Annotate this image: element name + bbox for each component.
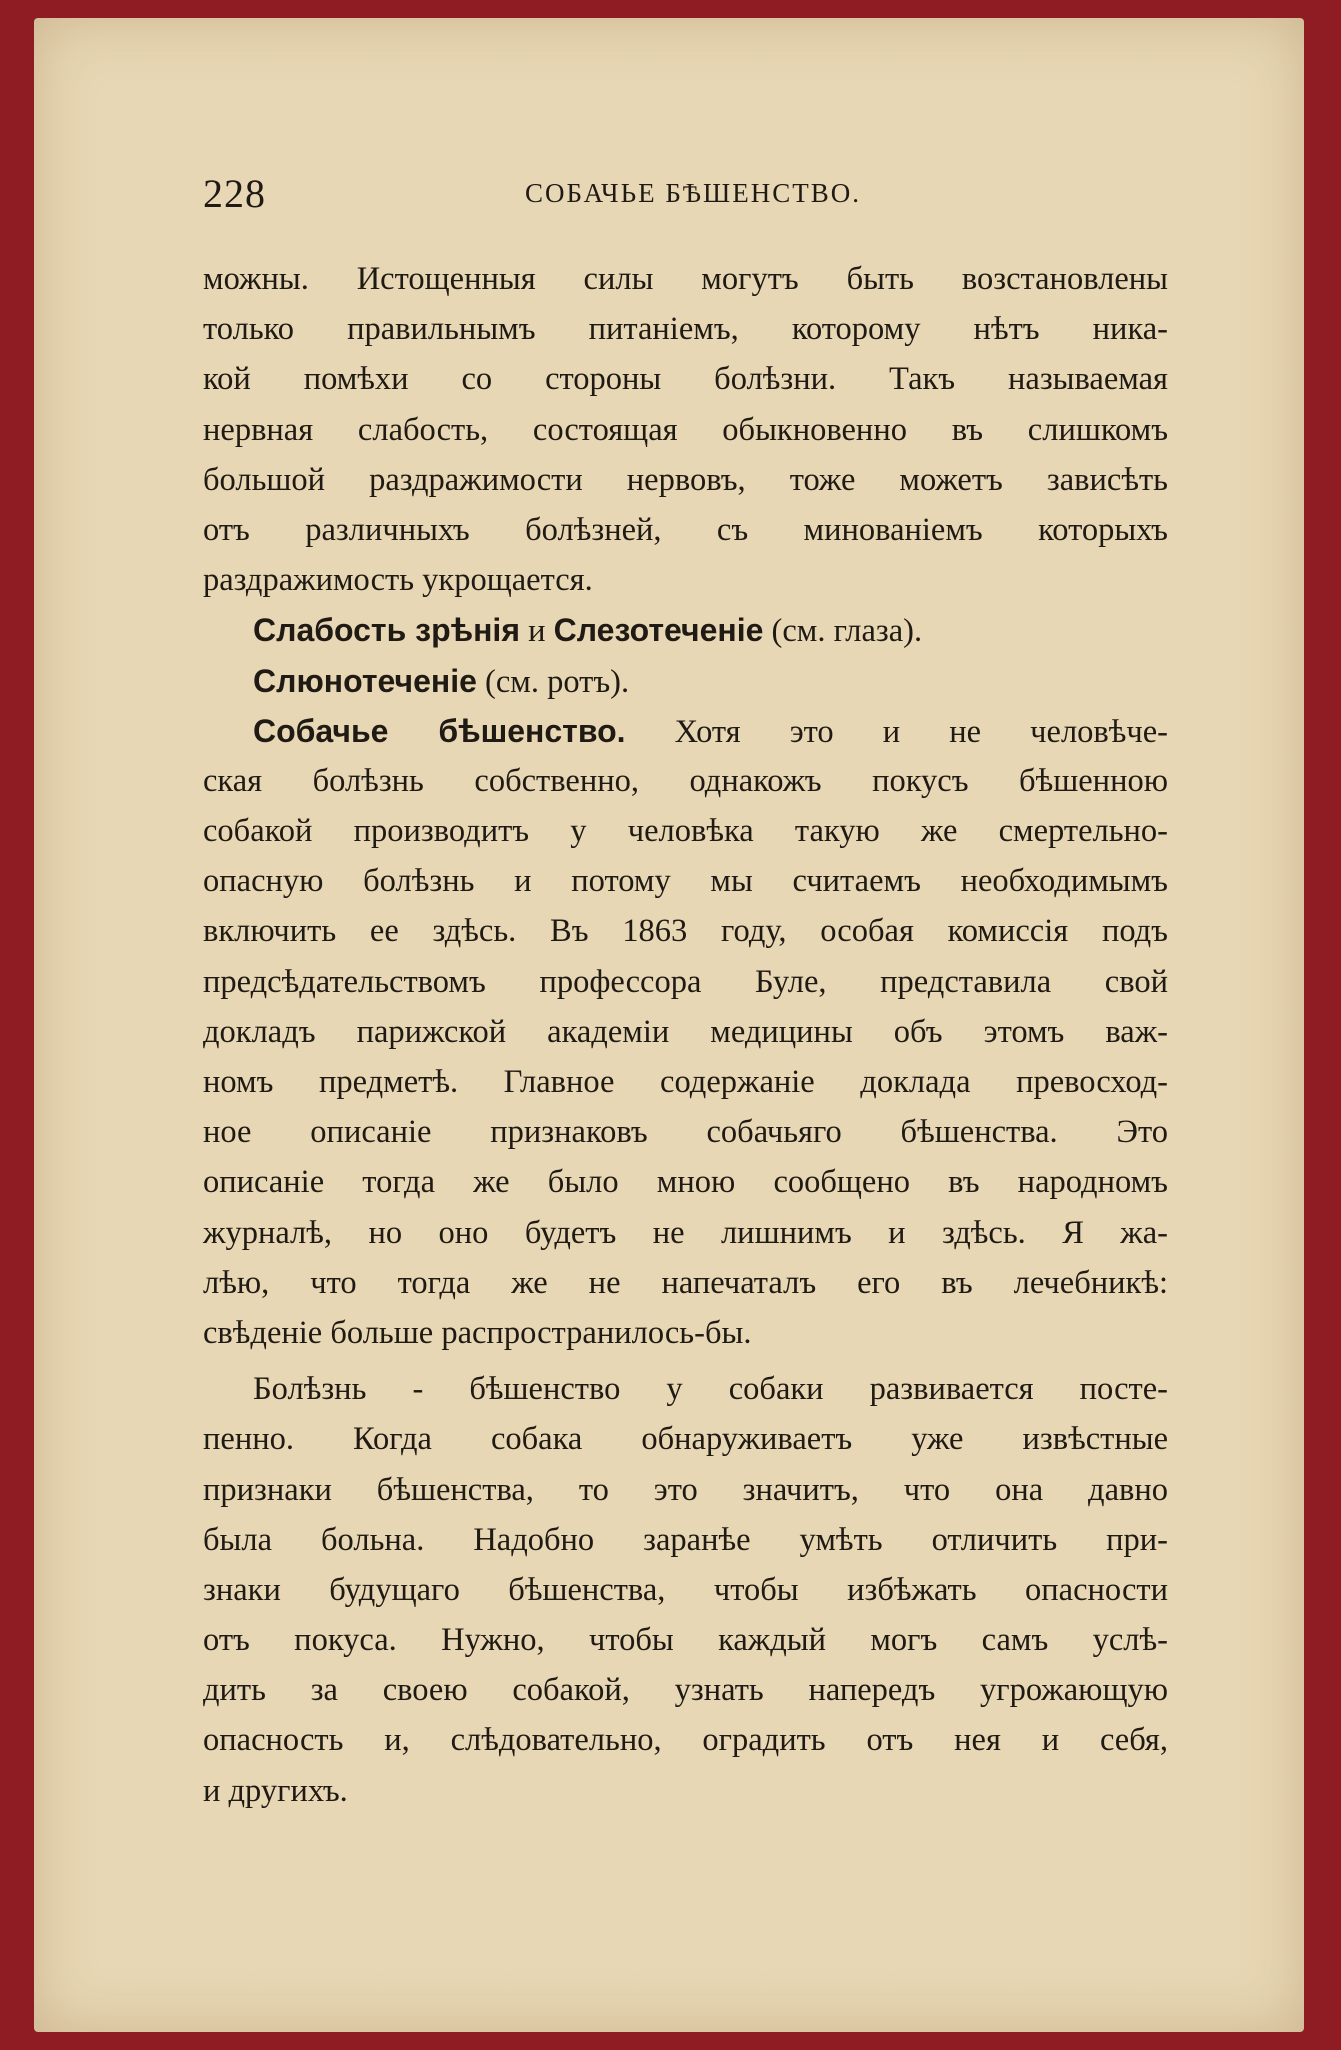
entry-line [203,656,1168,706]
page-number: 228 [203,171,266,216]
text-line: Болѣзнь - бѣшенство у собаки развивается посте- [253,1371,1168,1408]
text-line: номъ предметѣ. Главное содержаніе доклада превосход- [203,1064,1168,1100]
text-line: дить за своею собакой, узнать напередъ угрожающую [203,1672,1168,1709]
text-line: нервная слабость, состоящая обыкновенно въ слишкомъ [203,411,1168,448]
text-line: опасную болѣзнь и потому мы считаемъ необходимымъ [203,863,1168,900]
text-line: кой помѣхи со стороны болѣзни. Такъ называемая [203,361,1168,398]
text-line: свѣденіе больше распространилось-бы. [203,1314,752,1351]
entry-connector: и [519,613,554,650]
entry-term: Слезотеченіе [553,612,764,649]
text-line: большой раздражимости нервовъ, тоже можетъ зависѣть [203,461,1168,498]
text-line: была больна. Надобно заранѣе умѣть отличить при- [203,1521,1168,1558]
text-line: собакой производитъ у человѣка такую же смертельно- [203,813,1168,850]
text-line: отъ покуса. Нужно, чтобы каждый могъ самъ услѣ- [203,1622,1168,1659]
running-head [203,170,1168,214]
text-line: и другихъ. [203,1772,348,1809]
entry-line [203,605,1168,655]
text-line: включить ее здѣсь. Въ 1863 году, особая комиссія подъ [203,913,1168,950]
text-line: пенно. Когда собака обнаруживаетъ уже извѣстные [203,1421,1168,1458]
entry-term: Слабость зрѣнія [253,612,520,649]
text-line: знаки будущаго бѣшенства, чтобы избѣжать опасности [203,1571,1168,1608]
text-line: раздражимость укрощается. [203,562,593,599]
entry-term: Слюнотеченіе [253,662,477,699]
section-first-text: Хотя это и не человѣче- [625,713,1169,750]
text-line: ская болѣзнь собственно, однакожъ покусъ бѣшенною [203,762,1168,799]
text-line: только правильнымъ питаніемъ, которому нѣтъ ника- [203,311,1168,348]
text-line: можны. Истощенныя силы могутъ быть возстановлены [203,261,1168,297]
text-line: журналѣ, но оно будетъ не лишнимъ и здѣсь. Я жа- [203,1214,1168,1251]
running-title: СОБАЧЬЕ БѢШЕНСТВО. [525,178,861,208]
section-heading: Собачье бѣшенство. [253,712,626,749]
entry-reference: (см. глаза). [763,613,923,650]
text-line: признаки бѣшенства, то это значитъ, что она давно [203,1471,1168,1508]
text-line: отъ различныхъ болѣзней, съ минованіемъ которыхъ [203,511,1168,548]
text-line: описаніе тогда же было мною сообщено въ народномъ [203,1164,1168,1201]
text-line: лѣю, что тогда же не напечаталъ его въ лечебникѣ: [203,1264,1168,1301]
body-text [203,254,1168,1816]
entry-reference: (см. ротъ). [476,663,630,700]
text-line [203,706,1168,756]
text-line: ное описаніе признаковъ собачьяго бѣшенства. Это [203,1114,1168,1151]
text-line: докладъ парижской академіи медицины объ этомъ важ- [203,1013,1168,1050]
text-line: опасность и, слѣдовательно, оградить отъ нея и себя, [203,1722,1168,1759]
text-line: предсѣдательствомъ профессора Буле, представила свой [203,963,1168,1000]
